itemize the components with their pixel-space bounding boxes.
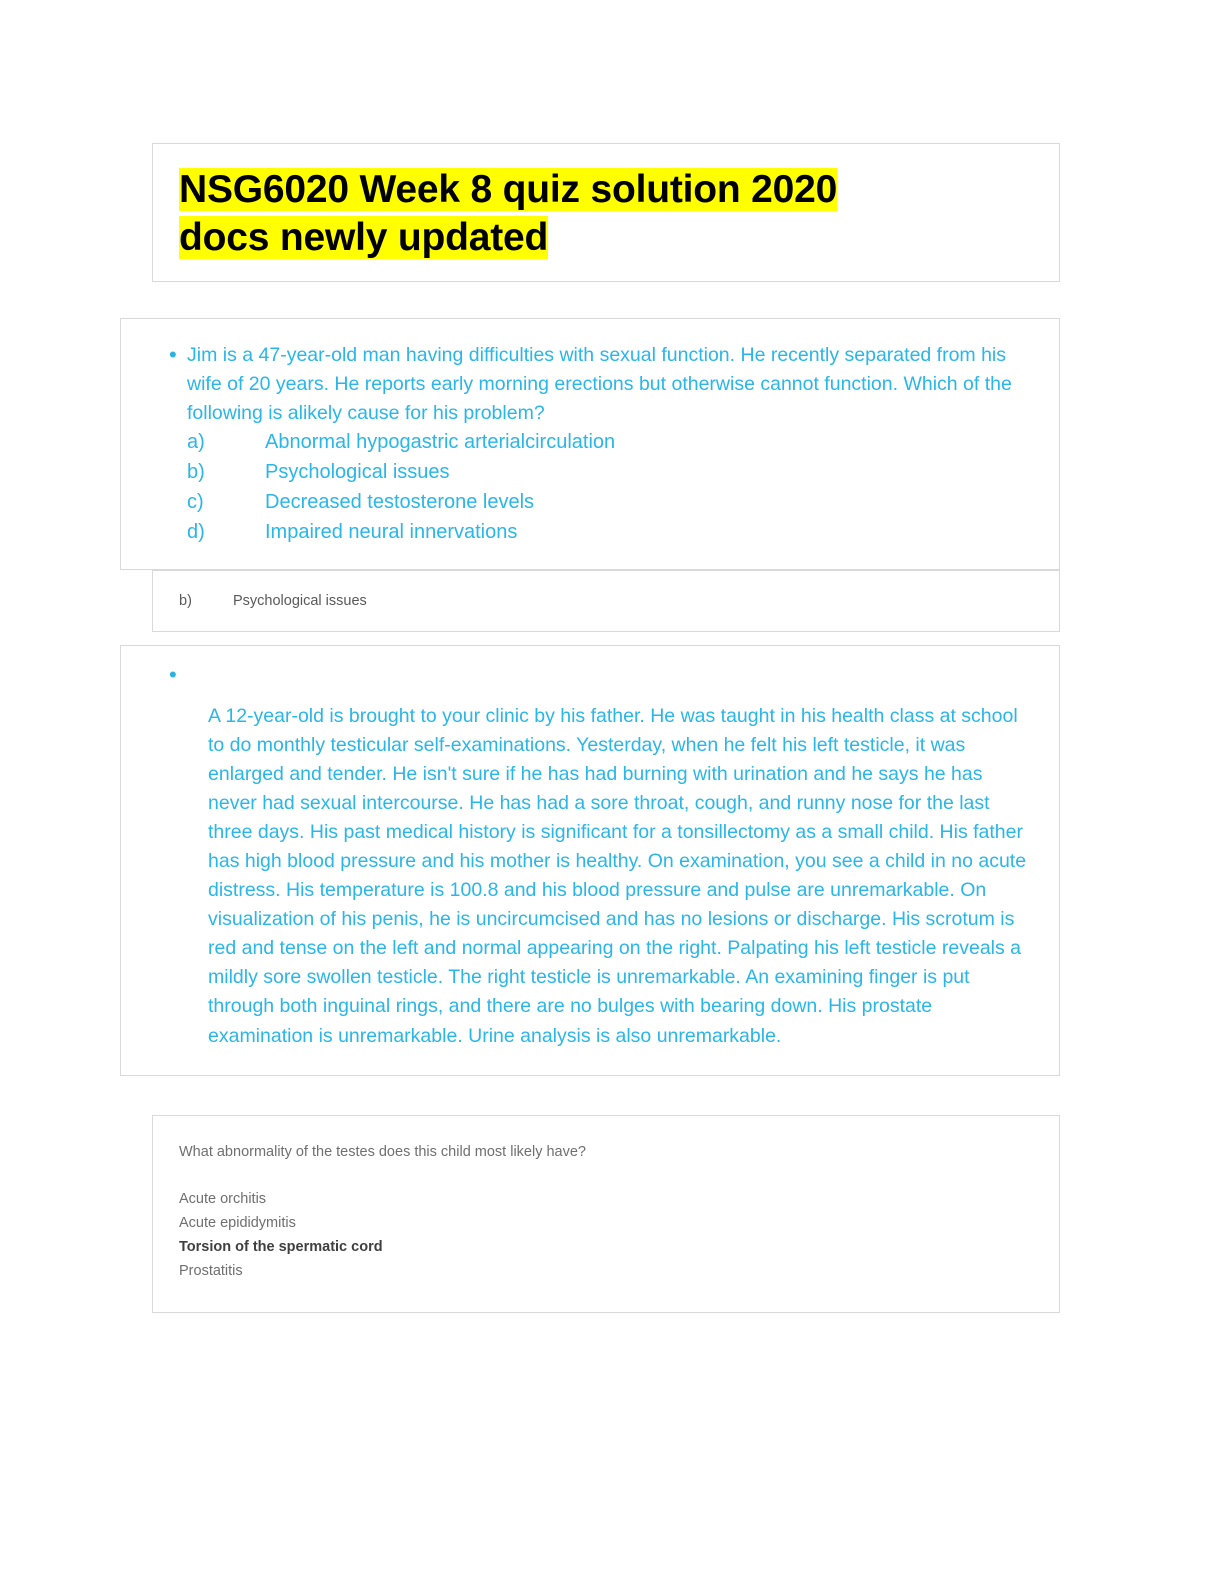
- question-3-option-1[interactable]: Acute orchitis: [179, 1191, 267, 1208]
- question-3-prompt: What abnormality of the testes does this child most likely have?: [179, 1144, 586, 1160]
- question-2-stem: A 12-year-old is brought to your clinic by his father. He was taught in his health class at school to do monthly testicular self-examinations. Yesterday, when he felt his left testicle, it was enlarged and tender. He isn't sure if he has had burning with urination and he says he has never had sexual intercourse. He has had a sore throat, cough, and runny nose for the last three days. His past medical history is significant for a tonsillectomy as a small child. His father has high blood pressure and his mother is healthy. On examination, you see a child in no acute distress. His temperature is 100.8 and his blood pressure and pulse are unremarkable. On visualization of his penis, he is uncircumcised and has no lesions or discharge. His scrotum is red and tense on the left and normal appearing on the right. Palpating his left testicle reveals a mildly sore swollen testicle. The right testicle is unremarkable. An examining finger is put through both inguinal rings, and there are no bulges with bearing down. His prostate examination is unremarkable. Urine analysis is also unremarkable.: [208, 705, 1027, 1047]
- question-1-block: [120, 318, 1060, 570]
- question-1-answer: [179, 591, 1033, 611]
- question-3-option-3-selected[interactable]: Torsion of the spermatic cord: [179, 1239, 383, 1256]
- question-1-answer-block: [152, 570, 1060, 632]
- question-1-options: [187, 428, 1029, 547]
- option-text: Psychological issues: [265, 460, 450, 483]
- bullet-icon: •: [169, 342, 177, 367]
- page-title-line-1: NSG6020 Week 8 quiz solution 2020: [179, 168, 838, 211]
- question-1-option-b[interactable]: [187, 458, 1029, 488]
- page-title-line-2: docs newly updated: [179, 215, 549, 259]
- document-title-block: [152, 143, 1060, 282]
- question-1-body: [187, 341, 1029, 547]
- answer-letter: b): [179, 593, 192, 609]
- question-3-option-2[interactable]: Acute epididymitis: [179, 1215, 296, 1232]
- option-text: Impaired neural innervations: [265, 520, 518, 543]
- option-letter: b): [187, 460, 205, 483]
- question-3-option-4[interactable]: Prostatitis: [179, 1263, 243, 1280]
- bullet-icon: •: [169, 662, 177, 687]
- question-2-block: [120, 645, 1060, 1076]
- question-1-option-d[interactable]: [187, 518, 1029, 548]
- question-1-row: [151, 341, 1029, 547]
- option-text: Abnormal hypogastric arterialcirculation: [265, 431, 616, 454]
- question-1-option-a[interactable]: [187, 428, 1029, 458]
- question-1-stem: Jim is a 47-year-old man having difficulties with sexual function. He recently separated from his wife of 20 years. He reports early morning erections but otherwise cannot function. Which of the following is alikely cause for his problem?: [187, 344, 1012, 425]
- page-title: [179, 166, 1033, 261]
- option-letter: c): [187, 490, 204, 513]
- question-1-option-c[interactable]: [187, 488, 1029, 518]
- question-3-block: [152, 1115, 1060, 1313]
- answer-text: Psychological issues: [233, 593, 367, 609]
- option-text: Decreased testosterone levels: [265, 490, 535, 513]
- option-letter: a): [187, 431, 205, 454]
- option-letter: d): [187, 520, 205, 543]
